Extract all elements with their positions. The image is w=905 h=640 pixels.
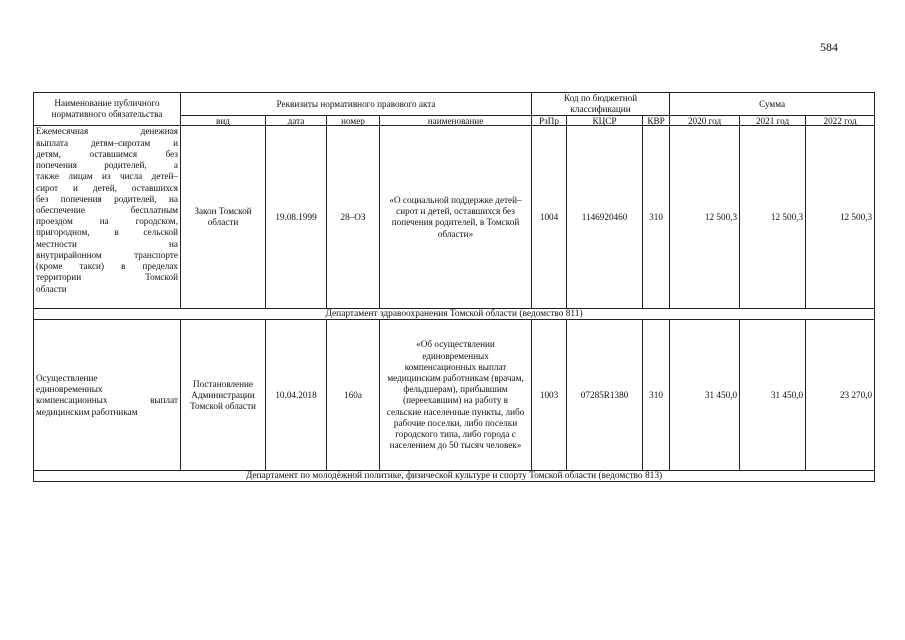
obligation-line: территории Томской — [36, 272, 178, 283]
table-row — [34, 126, 875, 309]
obligation-line: пригородном, в сельской — [36, 227, 178, 238]
header-2022: 2022 год — [806, 116, 875, 126]
obligation-line: попечения родителей, а — [36, 160, 178, 171]
rzpr-cell: 1003 — [532, 320, 567, 471]
department-health: Департамент здравоохранения Томской области (ведомство 811) — [34, 309, 875, 320]
sum-2020-cell: 31 450,0 — [670, 320, 740, 471]
obligation-line: выплата детям–сиротам и — [36, 137, 178, 148]
act-type-cell: Закон Томской области — [181, 126, 266, 309]
obligation-line: (кроме такси) в пределах — [36, 261, 178, 272]
header-2021: 2021 год — [740, 116, 806, 126]
act-number-cell: 28–ОЗ — [327, 126, 380, 309]
obligations-table — [33, 92, 875, 482]
header-kcsr: КЦСР — [567, 116, 643, 126]
obligation-line: медицинским работникам — [36, 406, 138, 417]
act-number-cell: 160а — [327, 320, 380, 471]
header-vid: вид — [181, 116, 266, 126]
kcsr-cell: 07285R1380 — [567, 320, 643, 471]
rzpr-cell: 1004 — [532, 126, 567, 309]
department-youth: Департамент по молодёжной политике, физической культуре и спорту Томской области (ведомство 813) — [34, 471, 875, 482]
header-sum: Сумма — [670, 93, 875, 116]
obligation-line: без попечения родителей, на — [36, 193, 178, 204]
kvr-cell: 310 — [643, 126, 670, 309]
header-rzpr: РзПр — [532, 116, 567, 126]
obligation-line: детям, оставшимся без — [36, 148, 178, 159]
obligation-cell — [34, 320, 181, 471]
obligation-cell — [34, 126, 181, 309]
header-requisites: Реквизиты нормативного правового акта — [181, 93, 532, 116]
sum-2022-cell: 12 500,3 — [806, 126, 875, 309]
header-date: дата — [266, 116, 327, 126]
act-type-cell: Постановление Администрации Томской области — [181, 320, 266, 471]
header-budget-code: Код по бюджетной классификации — [532, 93, 670, 116]
act-name-cell: «Об осуществлении единовременных компенсационных выплат медицинским работникам (врачам, фельдшерам), прибывшим (переехавшим) на работу в сельские населенные пункты, либо рабочие поселки, либо поселки городского типа, либо города с населением до 50 тысяч человек» — [380, 320, 532, 471]
obligation-line: Осуществление — [36, 373, 98, 383]
act-name-cell: «О социальной поддержке детей–сирот и детей, оставшихся без попечения родителей, в Томской области» — [380, 126, 532, 309]
table-row — [34, 320, 875, 471]
obligation-line: также лицам из числа детей– — [36, 171, 178, 182]
obligation-line: единовременных — [36, 384, 103, 395]
header-obligation: Наименование публичного нормативного обязательства — [34, 93, 181, 126]
header-name: наименование — [380, 116, 532, 126]
sum-2021-cell: 12 500,3 — [740, 126, 806, 309]
obligation-line: внутрирайонном транспорте — [36, 249, 178, 260]
kvr-cell: 310 — [643, 320, 670, 471]
header-2020: 2020 год — [670, 116, 740, 126]
sum-2021-cell: 31 450,0 — [740, 320, 806, 471]
obligation-line: Ежемесячная денежная — [36, 126, 178, 137]
kcsr-cell: 1146920460 — [567, 126, 643, 309]
act-date-cell: 19.08.1999 — [266, 126, 327, 309]
sum-2022-cell: 23 270,0 — [806, 320, 875, 471]
page-number: 584 — [820, 40, 838, 54]
obligation-line: сирот и детей, оставшихся — [36, 182, 178, 193]
sum-2020-cell: 12 500,3 — [670, 126, 740, 309]
header-number: номер — [327, 116, 380, 126]
obligation-line: области — [36, 283, 67, 294]
obligation-line: местности на — [36, 238, 178, 249]
obligation-line: проездом на городском, — [36, 216, 178, 227]
obligation-line: обеспечение бесплатным — [36, 204, 178, 215]
department-row — [34, 471, 875, 482]
department-row — [34, 309, 875, 320]
obligation-line: компенсационных выплат — [36, 395, 178, 406]
header-row-main — [34, 93, 875, 116]
act-date-cell: 10.04.2018 — [266, 320, 327, 471]
header-kvr: КВР — [643, 116, 670, 126]
